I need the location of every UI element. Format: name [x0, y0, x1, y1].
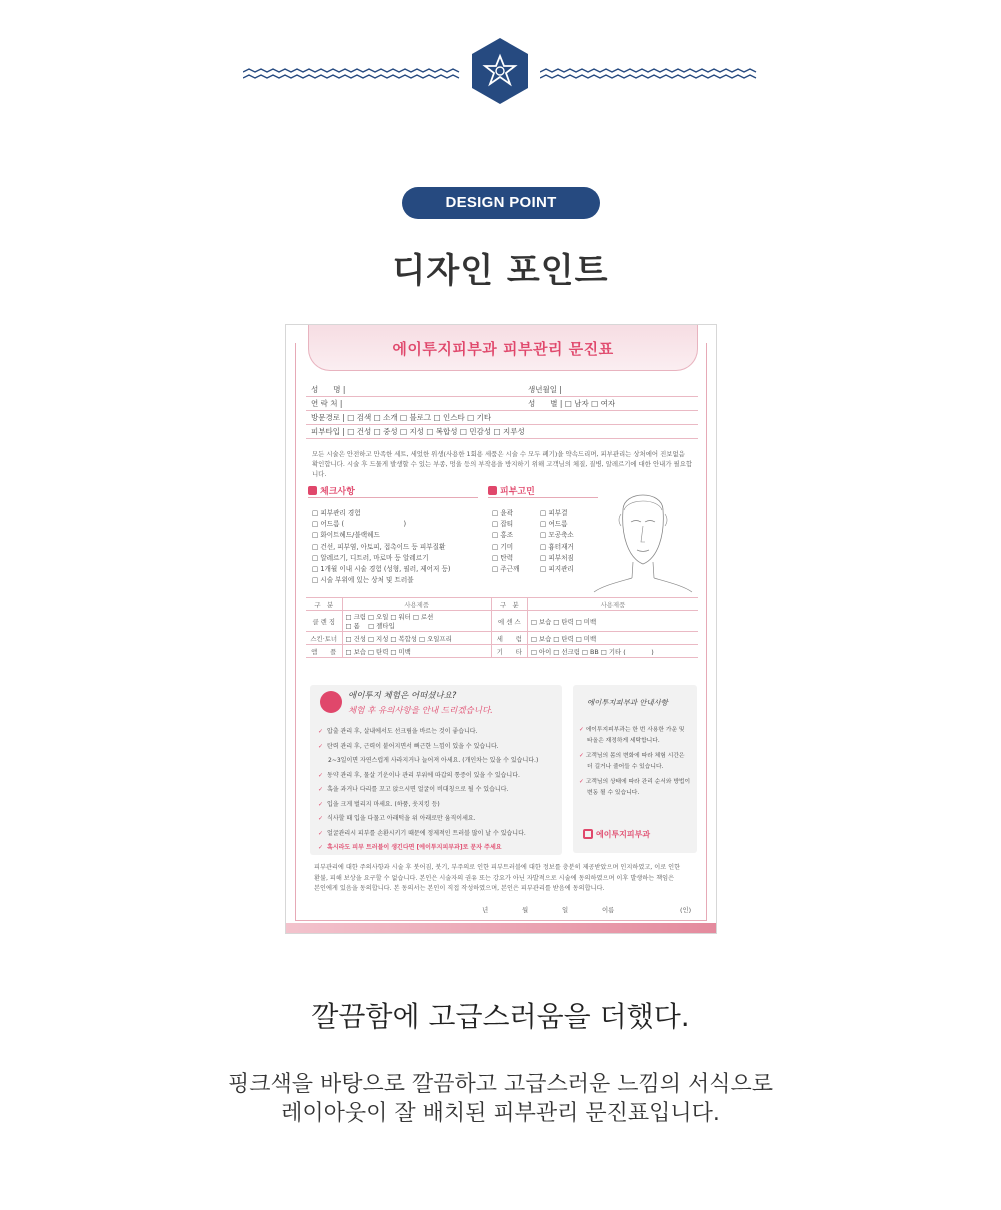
- contact-label: 연 락 처 |: [311, 399, 343, 408]
- note-text-highlight: 혹시라도 피부 트러블이 생긴다면 [에이투지피부과]로 문자 주세요: [327, 844, 502, 851]
- megaphone-icon: [320, 691, 342, 713]
- check-item: □ 시술 부위에 있는 상처 및 트러블: [312, 576, 414, 585]
- cross-logo-icon: [583, 829, 593, 839]
- sign-month: 월: [522, 906, 529, 914]
- check-item: □ 화이트헤드/블랙헤드: [312, 531, 380, 540]
- sign-name: 이름: [602, 906, 615, 914]
- concern-section-heading: [488, 484, 535, 497]
- visit-label: 방문경로 |: [311, 413, 345, 422]
- consent-line: 환불, 피해 보상을 요구할 수 없습니다. 본인은 시술자의 권유 또는 강요가 아닌 자발적으로 시술에 동의하였으며 이후 발생하는 책임은: [314, 874, 675, 882]
- note-item: [318, 827, 538, 842]
- concern-item: □ 잡티: [492, 520, 514, 529]
- check-mark-icon: ✓: [318, 829, 324, 837]
- questionnaire-preview: [285, 324, 717, 934]
- check-item: □ 건선, 피부염, 아토피, 접촉이드 등 피부질환: [312, 542, 446, 551]
- check-mark-icon: ✓: [318, 800, 324, 808]
- table-row: [306, 645, 698, 658]
- design-point-badge: DESIGN POINT: [402, 187, 600, 219]
- table-cell: 기 타: [491, 645, 527, 658]
- note-item: [318, 841, 538, 856]
- table-cell: □ 보습 □ 탄력 □ 미백: [527, 611, 698, 632]
- table-cell: □ 아이 □ 선크림 □ BB □ 기타 ( ): [527, 645, 698, 658]
- check-mark-icon: ✓: [318, 786, 324, 793]
- check-mark-icon: ✓: [579, 779, 586, 785]
- document-bottom-bar: [286, 923, 717, 933]
- zigzag-ornament-right: [540, 68, 760, 82]
- note-text: 탄력 관리 후, 근력이 붙어지면서 뻐근한 느낌이 있을 수 있습니다.: [327, 742, 499, 750]
- table-cell: 클 렌 징: [306, 611, 342, 632]
- visit-options: □ 검색 □ 소개 □ 블로그 □ 인스타 □ 기타: [347, 413, 492, 422]
- info-line: [579, 762, 690, 773]
- table-cell: 에 센 스: [491, 611, 527, 632]
- clinic-info-notes: [579, 725, 690, 799]
- note-item: [318, 725, 538, 740]
- concern-item: □ 여드름: [540, 520, 568, 529]
- consent-paragraph: [314, 863, 696, 895]
- table-row: [306, 598, 698, 611]
- concern-heading-text: 피부고민: [500, 487, 535, 497]
- info-line: [579, 751, 690, 762]
- birth-label: 생년월일 |: [528, 385, 562, 394]
- zigzag-ornament-left: [243, 68, 463, 82]
- caption-title: 깔끔함에 고급스러움을 더했다.: [311, 1000, 690, 1033]
- clinic-info-card: [573, 685, 697, 853]
- caption-line-1: 핑크색을 바탕으로 깔끔하고 고급스러운 느낌의 서식으로: [227, 1072, 773, 1097]
- skin-options: □ 건성 □ 중성 □ 지성 □ 복합성 □ 민감성 □ 지루성: [347, 427, 525, 436]
- table-row: [306, 611, 698, 632]
- table-cell: [342, 611, 491, 632]
- consent-line: 본인에게 있음을 동의합니다. 본 동의서는 본인이 직접 작성하였으며, 본인은 피부관리를 받음에 동의합니다.: [314, 885, 605, 892]
- info-text: 타올은 재정하게 세탁합니다.: [587, 738, 660, 744]
- note-item: [318, 754, 538, 769]
- note-text: 동약 관리 후, 물살 기운이나 관리 부위에 따갑의 통증이 있을 수 있습니다.: [327, 771, 520, 779]
- emblem-row: [0, 38, 1001, 108]
- note-text: 입을 크게 벌리지 마세요. (하품, 웃지킹 등): [327, 800, 440, 808]
- check-section-heading: [308, 484, 355, 497]
- check-heading-text: 체크사항: [320, 487, 355, 497]
- check-mark-icon: ✓: [318, 771, 324, 779]
- concern-col-1: [492, 508, 519, 575]
- concern-col-2: [540, 508, 574, 575]
- clinic-logo: [583, 829, 650, 840]
- check-section-icon: [308, 486, 317, 495]
- intro-line-1: 모든 시술은 안전하고 만족한 세트, 세었한 위생(사용한 1회용 세품은 시술 수 모두 폐기)을 약속드리며, 피부관리는 상처에어 진보없음: [312, 450, 685, 458]
- info-text: 에이투지피부과는 한 번 사용한 가운 및: [585, 727, 685, 733]
- table-row: [306, 632, 698, 645]
- intro-line-2: 확인합니다. 시술 후 드물게 발생할 수 있는 부종, 멍울 등의 부작용을 방지하기 위해 고객님의 체질, 질병, 알레르기에 대한 안내가 필요합니다.: [312, 460, 693, 478]
- table-header-cell: 사용제품: [527, 598, 698, 611]
- table-cell-line: □ 폼 □ 젤타입: [345, 622, 395, 630]
- note-text: 식사할 때 입을 다물고 아래턱을 위 아래로만 움직이세요.: [327, 815, 476, 822]
- product-usage-table: [306, 597, 698, 658]
- note-item: [318, 783, 538, 798]
- table-header-cell: 구 분: [306, 598, 342, 611]
- check-mark-icon: ✓: [579, 727, 586, 733]
- note-item: [318, 740, 538, 755]
- clinic-info-title: 에이투지피부과 안내사항: [587, 698, 668, 707]
- intro-paragraph: [312, 449, 696, 479]
- form-row-visit: [306, 411, 698, 425]
- document-header: [308, 325, 698, 371]
- caption-body: [0, 1070, 1001, 1128]
- sign-day: 일: [562, 906, 569, 914]
- page-title: 디자인 포인트: [392, 251, 609, 291]
- gender-options: □ 남자 □ 여자: [564, 399, 616, 408]
- gender-label-text: 성 별 |: [528, 399, 563, 408]
- note-handwriting-2: 체험 후 유의사항을 안내 드리겠습니다.: [348, 706, 493, 716]
- table-cell: □ 건성 □ 지성 □ 복합성 □ 오일프리: [342, 632, 491, 645]
- note-text: 혹을 과거나 다리를 꼬고 앉으시면 얼굴이 비대칭으로 될 수 있습니다.: [327, 786, 509, 793]
- info-text: 변동 될 수 있습니다.: [587, 790, 640, 796]
- concern-section-icon: [488, 486, 497, 495]
- skin-type: [311, 425, 525, 439]
- skin-label: 피부타입 |: [311, 427, 345, 436]
- check-items: [312, 508, 450, 586]
- info-line: [579, 788, 690, 799]
- name-label: 성 명 |: [311, 385, 346, 394]
- check-item: □ 어드름 ( ): [312, 520, 407, 529]
- check-mark-icon: ✓: [318, 844, 324, 851]
- sign-seal: (인): [680, 906, 692, 914]
- info-text: 더 길거나 줄어들 수 있습니다.: [587, 764, 664, 770]
- form-row-skin-type: [306, 425, 698, 439]
- clinic-logo-text: 에이투지피부과: [596, 830, 651, 839]
- check-mark-icon: ✓: [579, 753, 586, 759]
- concern-item: □ 피부결: [540, 509, 568, 517]
- table-header-cell: 사용제품: [342, 598, 491, 611]
- table-cell: □ 보습 □ 탄력 □ 미백: [527, 632, 698, 645]
- check-mark-icon: ✓: [318, 815, 324, 822]
- check-mark-icon: ✓: [318, 728, 324, 735]
- gender-label: [528, 397, 615, 411]
- table-cell: □ 보습 □ 탄력 □ 미백: [342, 645, 491, 658]
- note-text: 압출 관리 후, 살내에서도 선크림을 바르는 것이 좋습니다.: [327, 728, 478, 735]
- concern-item: □ 윤곽: [492, 509, 514, 517]
- check-section-rule: [308, 497, 478, 498]
- note-item: [318, 769, 538, 784]
- concern-item: □ 탄력: [492, 553, 514, 562]
- form-row-name: [306, 383, 698, 397]
- concern-item: □ 모공축소: [540, 531, 574, 540]
- info-line: [579, 777, 690, 788]
- table-cell: 앰 플: [306, 645, 342, 658]
- check-item: □ 피부관리 경험: [312, 509, 361, 517]
- note-item: [318, 798, 538, 813]
- consent-line: 피부관리에 대한 주의사항과 시술 후 붓어짐, 붓기, 부주의로 인한 피부트러블에 대한 정보를 충분히 제공받았으며 인지하였고, 이로 인한: [314, 864, 681, 871]
- info-text: 고객님의 상태에 따라 관리 순서와 방법이: [585, 779, 691, 785]
- table-cell: 세 럼: [491, 632, 527, 645]
- aftercare-notes: [318, 725, 538, 856]
- concern-item: □ 홍조: [492, 531, 514, 540]
- table-cell: 스킨·토너: [306, 632, 342, 645]
- form-row-contact: [306, 397, 698, 411]
- check-item: □ 1개월 이내 시술 경험 (성형, 필러, 제어저 등): [312, 565, 451, 574]
- info-text: 고객님의 몸의 변화에 따라 체험 시간은: [585, 753, 685, 759]
- info-line: [579, 725, 690, 736]
- info-line: [579, 736, 690, 747]
- visit-route: [311, 411, 491, 425]
- check-mark-icon: ✓: [318, 742, 324, 750]
- caption-line-2: 레이아웃이 잘 배치된 피부관리 문진표입니다.: [281, 1101, 720, 1126]
- table-header-cell: 구 분: [491, 598, 527, 611]
- table-cell-line: □ 크림 □ 오일 □ 워터 □ 로션: [345, 613, 434, 621]
- document-title: 에이투지피부과 피부관리 문진표: [392, 340, 614, 358]
- note-handwriting-1: 에이투지 체험은 어떠셨나요?: [348, 691, 457, 701]
- concern-item: □ 주근깨: [492, 565, 520, 574]
- note-text: 2~3일이면 자연스럽게 사라지거나 늘어져 아세요. (개인차는 있을 수 있습니다.): [328, 757, 539, 764]
- concern-section-rule: [488, 497, 598, 498]
- concern-item: □ 기미: [492, 542, 514, 551]
- aftercare-note-card: [310, 685, 562, 855]
- check-item: □ 알레르기, 디트러, 마로마 등 알레르기: [312, 553, 429, 562]
- concern-item: □ 흉터재거: [540, 542, 574, 551]
- face-illustration: [588, 480, 698, 600]
- concern-item: □ 피지관리: [540, 565, 574, 574]
- note-text: 얼굴관리시 피부를 손환시키기 때문에 정제적인 트러블 많이 날 수 있습니다.: [327, 829, 526, 837]
- sign-year: 년: [482, 906, 489, 914]
- concern-item: □ 피부처짐: [540, 553, 574, 562]
- star-hexagon-icon: [470, 38, 530, 104]
- note-item: [318, 812, 538, 827]
